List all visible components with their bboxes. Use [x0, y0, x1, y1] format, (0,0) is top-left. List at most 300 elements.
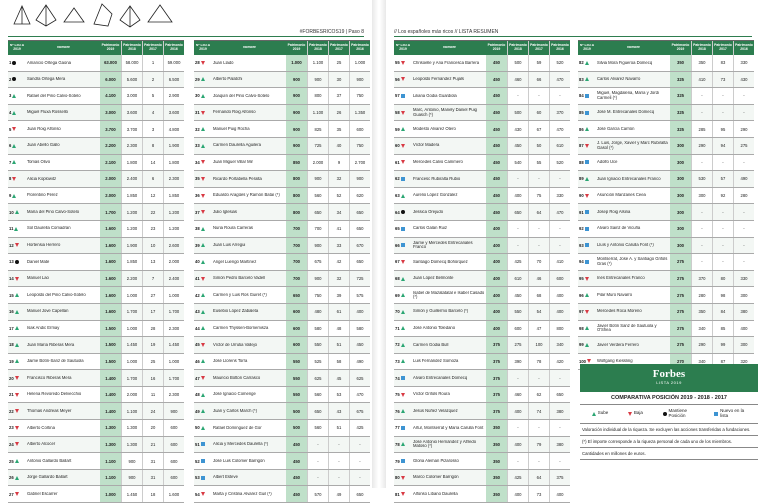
down-arrow-icon: [15, 243, 19, 247]
person-name: Luis Fernández Somoza: [413, 359, 459, 364]
wealth-2018: -: [307, 470, 328, 486]
wealth-2017: -: [733, 88, 754, 104]
rank-2018: 87: [712, 354, 733, 370]
rank-2018: 100: [528, 337, 549, 353]
wealth-2019: 2.000: [100, 188, 121, 204]
rank-2018: 73: [712, 72, 733, 88]
rank-number: 44: [195, 325, 200, 331]
rank-number: 51: [195, 441, 200, 447]
wealth-2019: 900: [286, 138, 307, 154]
up-arrow-icon: [15, 326, 19, 330]
wealth-2019: 1.000: [286, 55, 307, 71]
table-row: [394, 271, 570, 288]
wealth-2019: 1.400: [100, 403, 121, 419]
rank-2018: 4: [142, 105, 163, 121]
person-name: Mercedes Roca Moreno: [597, 309, 642, 314]
rank-cell: [194, 359, 211, 364]
rank-cell: [194, 425, 211, 430]
rank-number: 100: [579, 358, 586, 364]
rank-number: 77: [395, 425, 400, 431]
legend-key-up: Sube: [592, 411, 609, 416]
wealth-2017: -: [549, 221, 570, 237]
wealth-2018: 450: [507, 287, 528, 303]
person-name: Jaime Botín-Sanz de Sautuola: [27, 359, 84, 364]
wealth-2019: 300: [670, 204, 691, 220]
wealth-2017: 400: [349, 304, 370, 320]
rank-2018: 30: [328, 72, 349, 88]
up-arrow-icon: [585, 293, 589, 297]
rank-number: 65: [395, 226, 400, 232]
wealth-2017: 800: [549, 321, 570, 337]
wealth-2017: 1.350: [349, 105, 370, 121]
wealth-2019: 800: [286, 204, 307, 220]
wealth-2019: 275: [670, 287, 691, 303]
table-row: [8, 138, 184, 155]
rank-number: 15: [9, 292, 14, 298]
table-row: [194, 370, 370, 387]
dot-icon: [663, 412, 667, 416]
wealth-2019: 900: [286, 72, 307, 88]
rank-2018: 37: [328, 88, 349, 104]
right-page: [386, 0, 760, 497]
up-arrow-icon: [401, 343, 405, 347]
rank-number: 40: [195, 259, 200, 265]
rank-2018: 99: [712, 337, 733, 353]
wealth-2019: 700: [286, 271, 307, 287]
wealth-2017: 490: [733, 171, 754, 187]
rank-cell: [578, 342, 595, 347]
rank-cell: [194, 326, 211, 331]
wealth-2019: 375: [486, 387, 507, 403]
rank-2018: 51: [328, 337, 349, 353]
wealth-2017: 470: [549, 121, 570, 137]
rank-number: 22: [9, 408, 14, 414]
wealth-2017: 600: [163, 420, 184, 436]
up-arrow-icon: [401, 326, 405, 330]
rank-cell: [394, 243, 411, 248]
header-v2019: Patrimonio 2019: [671, 43, 690, 51]
wealth-2017: 330: [733, 271, 754, 287]
rank-2018: 52: [328, 188, 349, 204]
wealth-2018: 500: [507, 55, 528, 71]
person-name: Chrisoelle y Ana Francesca Barrera: [413, 60, 480, 65]
rank-cell: [394, 309, 411, 314]
rank-number: 72: [395, 342, 400, 348]
wealth-2017: 330: [549, 188, 570, 204]
rank-number: 91: [579, 209, 584, 215]
wealth-2018: 1.300: [121, 437, 142, 453]
rank-cell: [194, 259, 211, 264]
rank-cell: [394, 409, 411, 414]
rank-number: 32: [195, 126, 200, 132]
wealth-2019: 700: [286, 254, 307, 270]
person-name: Silvia Mora Figueroa Domecq: [597, 60, 653, 65]
rank-cell: [578, 309, 595, 314]
up-arrow-icon: [201, 77, 205, 81]
table-row: [578, 105, 754, 122]
wealth-2017: 59.000: [163, 55, 184, 71]
square-icon: [585, 111, 589, 115]
down-arrow-icon: [585, 310, 589, 314]
table-row: [394, 370, 570, 387]
person-name: Joaquín del Pino Calvo-Sotelo: [213, 93, 270, 98]
wealth-2017: 2.300: [163, 387, 184, 403]
person-name: Juan y Carlos March (*): [213, 408, 257, 413]
rank-number: 52: [195, 458, 200, 464]
person-name: Carmen Thyssen-Bornemisza: [213, 326, 269, 330]
person-name: Jessica Orejudo: [413, 209, 444, 214]
up-arrow-icon: [401, 277, 405, 281]
rank-cell: [8, 127, 25, 132]
square-icon: [401, 177, 405, 181]
wealth-2019: 270: [670, 354, 691, 370]
person-name: Alberto Alcocer: [27, 442, 56, 447]
top-rule-right: [394, 28, 752, 37]
down-arrow-icon: [201, 61, 205, 65]
wealth-2017: 300: [733, 337, 754, 353]
table-row: [8, 354, 184, 371]
wealth-2018: 430: [507, 121, 528, 137]
rank-number: 16: [9, 309, 14, 315]
rank-cell: [194, 110, 211, 115]
rank-cell: [194, 309, 211, 314]
rank-cell: [8, 309, 25, 314]
table-row: [194, 304, 370, 321]
table-row: [578, 271, 754, 288]
wealth-2019: 6.000: [100, 72, 121, 88]
wealth-2017: 470: [549, 204, 570, 220]
legend-key-new: Nuevo en la lista: [714, 409, 746, 419]
up-arrow-icon: [15, 476, 19, 480]
wealth-2018: -: [507, 420, 528, 436]
wealth-2018: 1.300: [121, 420, 142, 436]
table-row: [194, 420, 370, 437]
wealth-2019: 800: [286, 171, 307, 187]
rank-2018: 32: [328, 171, 349, 187]
table-row: [8, 370, 184, 387]
rank-2018: 57: [712, 171, 733, 187]
person-name: Modesto Álvarez Otero: [413, 126, 456, 131]
down-arrow-icon: [15, 376, 19, 380]
wealth-2018: 3.600: [121, 105, 142, 121]
header-v2018: Patrimonio 2018: [121, 41, 142, 55]
person-name: Juan Luis Arregui: [213, 243, 246, 248]
rank-number: 95: [579, 276, 584, 282]
wealth-2018: 1.000: [121, 321, 142, 337]
rank-cell: [394, 492, 411, 497]
person-name: Tomás Olivo: [27, 160, 51, 165]
square-icon: [401, 376, 405, 380]
rank-2018: 49: [328, 486, 349, 502]
legend-box: [580, 364, 758, 486]
rank-2018: 34: [328, 204, 349, 220]
wealth-2018: 900: [307, 171, 328, 187]
wealth-2017: 620: [349, 188, 370, 204]
wealth-2018: 825: [307, 121, 328, 137]
wealth-2017: 470: [349, 387, 370, 403]
person-name: Santiago Domecq Bohórquez: [413, 259, 468, 264]
person-name: Albert Esteve: [213, 475, 238, 480]
rank-2018: 67: [528, 121, 549, 137]
person-name: Carmen y Luis Ros Guiret (*): [213, 292, 267, 297]
rank-2018: -: [528, 370, 549, 386]
table-row: [194, 321, 370, 338]
rank-cell: [394, 475, 411, 480]
wealth-2019: 300: [670, 171, 691, 187]
rank-2018: -: [712, 238, 733, 254]
wealth-2019: 2.200: [100, 138, 121, 154]
rank-2018: 14: [142, 155, 163, 171]
up-arrow-icon: [201, 310, 205, 314]
wealth-2017: -: [549, 370, 570, 386]
dot-icon: [401, 210, 405, 214]
table-row: [194, 470, 370, 487]
down-arrow-icon: [201, 277, 205, 281]
rank-2018: -: [328, 470, 349, 486]
up-arrow-icon: [401, 194, 405, 198]
wealth-2019: 350: [486, 453, 507, 469]
rank-cell: [394, 359, 411, 364]
table-header: [394, 41, 570, 55]
header-v2018: Patrimonio 2018: [307, 41, 328, 55]
rank-number: 1: [9, 60, 12, 66]
wealth-2019: 275: [670, 271, 691, 287]
up-arrow-icon: [201, 393, 205, 397]
wealth-2019: 300: [670, 155, 691, 171]
table-row: [8, 387, 184, 404]
rank-2018: -: [528, 453, 549, 469]
rank-cell: [578, 143, 595, 148]
rank-number: 26: [9, 475, 14, 481]
rank-cell: [194, 376, 211, 381]
header-v2016: Patrimonio 2016: [549, 41, 570, 55]
ranking-column-1: [8, 40, 184, 503]
wealth-2017: 300: [733, 287, 754, 303]
rank-number: 88: [579, 159, 584, 165]
wealth-2017: 1.900: [163, 138, 184, 154]
wealth-2017: 1.700: [163, 304, 184, 320]
rank-2018: 26: [328, 105, 349, 121]
wealth-2019: 3.000: [100, 105, 121, 121]
person-name: Juan Roig Alfonso: [27, 126, 61, 131]
rank-number: 79: [395, 458, 400, 464]
down-arrow-icon: [201, 343, 205, 347]
table-row: [194, 337, 370, 354]
rank-cell: [8, 276, 25, 281]
person-name: Álvaro Entrecanales Domecq: [413, 375, 468, 380]
wealth-2017: 400: [549, 287, 570, 303]
rank-2018: 62: [528, 387, 549, 403]
table-row: [394, 221, 570, 238]
table-row: [8, 453, 184, 470]
wealth-2018: 285: [691, 121, 712, 137]
wealth-2018: 400: [507, 188, 528, 204]
table-row: [8, 321, 184, 338]
person-name: Jorge Gallardo Ballart: [27, 475, 68, 480]
table-row: [8, 287, 184, 304]
square-icon: [714, 412, 718, 416]
person-name: José García Carrión: [597, 126, 635, 131]
wealth-2018: 1.000: [121, 354, 142, 370]
rank-number: 75: [395, 392, 400, 398]
rank-number: 70: [395, 309, 400, 315]
up-arrow-icon: [15, 293, 19, 297]
rank-2018: 33: [328, 238, 349, 254]
rank-number: 28: [195, 60, 200, 66]
header-v2019: Patrimonio 2019: [287, 43, 306, 51]
rank-cell: [8, 442, 25, 447]
rank-cell: [394, 210, 411, 215]
table-row: [8, 271, 184, 288]
rank-cell: [194, 342, 211, 347]
down-arrow-icon: [585, 194, 589, 198]
wealth-2019: 375: [486, 370, 507, 386]
table-row: [8, 204, 184, 221]
wealth-2018: -: [507, 453, 528, 469]
person-name: Simón y Guillermo Barceló (*): [413, 309, 469, 314]
table-row: [194, 155, 370, 172]
wealth-2018: 900: [307, 238, 328, 254]
wealth-2017: 2.000: [163, 254, 184, 270]
down-arrow-icon: [401, 160, 405, 164]
wealth-2018: 350: [691, 55, 712, 71]
person-name: Florentino Pérez: [27, 193, 58, 198]
wealth-2019: 500: [286, 420, 307, 436]
forbes-logo: Forbes: [652, 368, 686, 380]
list-year: LISTA 2019: [656, 380, 682, 385]
up-arrow-icon: [201, 127, 205, 131]
rank-2018: 1: [142, 55, 163, 71]
wealth-2019: 650: [286, 287, 307, 303]
rank-cell: [8, 160, 25, 165]
rank-2018: 83: [712, 55, 733, 71]
wealth-2017: 675: [349, 403, 370, 419]
dot-icon: [12, 77, 16, 81]
up-arrow-icon: [585, 343, 589, 347]
up-arrow-icon: [201, 426, 205, 430]
wealth-2019: 450: [486, 55, 507, 71]
wealth-2017: 1.200: [163, 221, 184, 237]
rank-2018: 22: [142, 204, 163, 220]
wealth-2019: 275: [670, 337, 691, 353]
down-arrow-icon: [585, 144, 589, 148]
person-name: Simón Pedro Barceló Vadell: [213, 276, 266, 281]
rank-cell: [194, 160, 211, 165]
wealth-2018: 2.200: [121, 271, 142, 287]
down-arrow-icon: [401, 492, 405, 496]
wealth-2018: 1.200: [121, 221, 142, 237]
wealth-2018: 600: [507, 321, 528, 337]
rank-2018: 75: [528, 188, 549, 204]
wealth-2019: 400: [486, 287, 507, 303]
person-name: Víctor de Urrutia Vallejo: [213, 342, 257, 347]
person-name: Francesc Rubiralta Rubio: [413, 176, 461, 181]
wealth-2019: 550: [286, 354, 307, 370]
person-name: Alicia Koplowitz: [27, 176, 57, 181]
table-row: [394, 387, 570, 404]
rank-cell: [578, 60, 595, 65]
wealth-2017: 610: [549, 138, 570, 154]
rank-cell: [194, 276, 211, 281]
person-name: Miguel Fluxá Rosselló: [27, 110, 68, 115]
rank-2018: 12: [142, 188, 163, 204]
person-name: Sandra Ortega Mera: [27, 77, 66, 82]
wealth-2018: 750: [307, 287, 328, 303]
person-name: Marc, Antonio, Manely Daniel Puig Guasch (*): [413, 107, 478, 117]
up-arrow-icon: [15, 210, 19, 214]
person-name: Alicia y Mercedes Daurella (*): [213, 442, 269, 447]
table-row: [8, 470, 184, 487]
rank-cell: [8, 492, 25, 497]
rank-2018: 51: [328, 420, 349, 436]
down-arrow-icon: [201, 210, 205, 214]
rank-2018: 46: [528, 271, 549, 287]
rank-cell: [578, 259, 595, 264]
rank-cell: [578, 193, 595, 198]
rank-2018: 64: [528, 470, 549, 486]
table-row: [194, 188, 370, 205]
up-arrow-icon: [201, 243, 205, 247]
rank-2018: 94: [712, 138, 733, 154]
rank-number: 12: [9, 242, 14, 248]
wealth-2018: 340: [691, 354, 712, 370]
rank-number: 89: [579, 176, 584, 182]
person-name: Mauricio Botton Carrasco: [213, 375, 261, 380]
down-arrow-icon: [201, 111, 205, 115]
table-row: [394, 238, 570, 255]
rank-2018: 23: [142, 221, 163, 237]
wealth-2018: -: [691, 88, 712, 104]
header-rank: Nº LISTA 2019: [9, 44, 25, 51]
wealth-2017: 425: [349, 420, 370, 436]
wealth-2019: 800: [286, 188, 307, 204]
rank-2018: 79: [528, 437, 549, 453]
wealth-2017: 370: [549, 105, 570, 121]
table-row: [8, 304, 184, 321]
wealth-2017: 400: [549, 304, 570, 320]
rank-cell: [578, 127, 595, 132]
wealth-2019: 275: [670, 254, 691, 270]
person-name: Francisco Riberas Mera: [27, 375, 72, 380]
table-row: [8, 155, 184, 172]
wealth-2017: 650: [549, 387, 570, 403]
wealth-2017: 1.000: [163, 354, 184, 370]
rank-cell: [394, 459, 411, 464]
rank-cell: [578, 276, 595, 281]
wealth-2019: 1.600: [100, 254, 121, 270]
wealth-2017: 670: [349, 238, 370, 254]
header-name: Nombre: [443, 46, 456, 50]
person-name: Juan Miguel Villar Mir: [213, 160, 253, 165]
down-arrow-icon: [585, 277, 589, 281]
header-rank: Nº LISTA 2019: [579, 44, 595, 51]
rank-cell: [578, 77, 595, 82]
up-arrow-icon: [585, 177, 589, 181]
wealth-2019: 900: [286, 88, 307, 104]
rank-cell: [8, 243, 25, 248]
table-row: [394, 287, 570, 304]
rank-number: 78: [395, 441, 400, 447]
down-arrow-icon: [15, 409, 19, 413]
rank-2018: 25: [328, 55, 349, 71]
table-header: [578, 41, 754, 55]
rank-2018: 84: [712, 304, 733, 320]
person-name: Julio Iglesias: [213, 209, 237, 214]
rank-number: 20: [9, 375, 14, 381]
rank-number: 84: [579, 93, 584, 99]
wealth-2018: -: [307, 453, 328, 469]
square-icon: [401, 94, 405, 98]
